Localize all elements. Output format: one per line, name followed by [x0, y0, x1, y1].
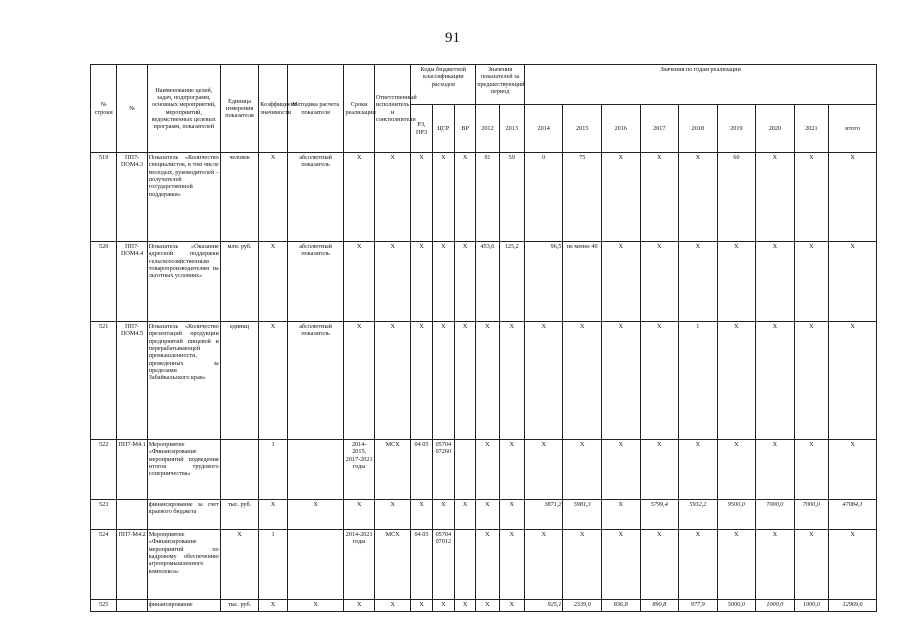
- header-2013: 2013: [499, 105, 524, 153]
- cell-2019: 5000,0: [717, 600, 756, 612]
- header-terms: Сроки реализации: [344, 65, 374, 153]
- cell-vr: X: [454, 600, 475, 612]
- cell-code: [117, 600, 147, 612]
- cell-2019: X: [717, 242, 756, 322]
- cell-method: [287, 530, 344, 600]
- table-row: [91, 440, 877, 500]
- cell-total: X: [829, 153, 877, 242]
- header-csr: ЦСР: [432, 105, 454, 153]
- cell-2017: 890,8: [640, 600, 679, 612]
- cell-method: X: [287, 600, 344, 612]
- cell-total: X: [829, 242, 877, 322]
- cell-2012: X: [476, 500, 499, 530]
- cell-total: 47084,1: [829, 500, 877, 530]
- cell-code: [117, 500, 147, 530]
- cell-2014: X: [524, 530, 563, 600]
- cell-method: абсолютный показатель: [287, 242, 344, 322]
- cell-total: X: [829, 440, 877, 500]
- cell-unit: тыс. руб.: [220, 500, 259, 530]
- cell-2021: X: [794, 153, 828, 242]
- cell-resp: X: [374, 242, 411, 322]
- cell-vr: X: [454, 242, 475, 322]
- cell-2021: X: [794, 530, 828, 600]
- cell-2017: X: [640, 242, 679, 322]
- cell-2013: X: [499, 600, 524, 612]
- cell-2020: X: [756, 530, 795, 600]
- cell-rz: 04 05: [411, 530, 432, 600]
- cell-method: X: [287, 500, 344, 530]
- header-2014: 2014: [524, 105, 563, 153]
- header-2019: 2019: [717, 105, 756, 153]
- cell-2013: X: [499, 440, 524, 500]
- cell-2018: X: [679, 530, 718, 600]
- cell-code: ПП7-ПОМ4.4: [117, 242, 147, 322]
- header-row-no: № строки: [91, 65, 117, 153]
- header-budget-codes: Коды бюджетной классификации расходов: [411, 65, 476, 105]
- cell-2015: 75: [563, 153, 602, 242]
- cell-2020: X: [756, 242, 795, 322]
- cell-vr: X: [454, 153, 475, 242]
- header-coef: Коэффициент значимости: [259, 65, 287, 153]
- cell-2012: 453,6: [476, 242, 499, 322]
- cell-2016: X: [601, 322, 640, 440]
- cell-name: финансирование за счет краевого бюджета: [147, 500, 220, 530]
- cell-row-no: 524: [91, 530, 117, 600]
- cell-row-no: 519: [91, 153, 117, 242]
- cell-2018: X: [679, 440, 718, 500]
- cell-2013: X: [499, 500, 524, 530]
- cell-2016: X: [601, 500, 640, 530]
- table-row: [91, 153, 877, 242]
- cell-2017: X: [640, 530, 679, 600]
- cell-row-no: 525: [91, 600, 117, 612]
- cell-terms: X: [344, 322, 374, 440]
- cell-2014: 96,5: [524, 242, 563, 322]
- cell-2017: 5799,4: [640, 500, 679, 530]
- cell-csr: X: [432, 322, 454, 440]
- table-row: [91, 322, 877, 440]
- cell-2018: 977,9: [679, 600, 718, 612]
- table-row: [91, 600, 877, 612]
- cell-2015: 5981,3: [563, 500, 602, 530]
- cell-rz: X: [411, 500, 432, 530]
- cell-2017: X: [640, 153, 679, 242]
- cell-coef: X: [259, 500, 287, 530]
- cell-2013: 59: [499, 153, 524, 242]
- cell-total: X: [829, 322, 877, 440]
- header-2021: 2021: [794, 105, 828, 153]
- cell-unit: млн. руб.: [220, 242, 259, 322]
- cell-2020: 1000,0: [756, 600, 795, 612]
- table-row: [91, 242, 877, 322]
- cell-resp: X: [374, 500, 411, 530]
- cell-2015: 2339,0: [563, 600, 602, 612]
- header-2020: 2020: [756, 105, 795, 153]
- cell-2020: 7000,0: [756, 500, 795, 530]
- cell-csr: 05704 07012: [432, 530, 454, 600]
- cell-unit: тыс. руб.: [220, 600, 259, 612]
- cell-terms: X: [344, 153, 374, 242]
- cell-name: Показатель «Количество специалистов, в том числе молодых, руководителей – получателей государственной поддержки»: [147, 153, 220, 242]
- cell-2015: X: [563, 440, 602, 500]
- cell-name: Показатель «Оказание адресной поддержки сельскохозяйственным товаропроизводителям на льготных условиях»: [147, 242, 220, 322]
- cell-2013: X: [499, 322, 524, 440]
- header-vr: ВР: [454, 105, 475, 153]
- cell-resp: X: [374, 600, 411, 612]
- cell-csr: 05704 07260: [432, 440, 454, 500]
- cell-total: X: [829, 530, 877, 600]
- cell-row-no: 520: [91, 242, 117, 322]
- header-code: №: [117, 65, 147, 153]
- cell-2013: 125,2: [499, 242, 524, 322]
- cell-name: Показатель «Количество презентаций продукции предприятий пищевой и перерабатывающей промышленности, проведенных за пределами Забайкальского края»: [147, 322, 220, 440]
- cell-2016: X: [601, 530, 640, 600]
- cell-rz: X: [411, 242, 432, 322]
- cell-coef: 1: [259, 440, 287, 500]
- cell-row-no: 521: [91, 322, 117, 440]
- cell-vr: X: [454, 322, 475, 440]
- cell-2012: X: [476, 600, 499, 612]
- cell-2012: X: [476, 322, 499, 440]
- cell-code: ПП7-М4.1: [117, 440, 147, 500]
- header-unit: Единица измерения показателя: [220, 65, 259, 153]
- header-rz: РЗ, ПРЗ: [411, 105, 432, 153]
- header-year-values: Значения по годам реализации: [524, 65, 876, 105]
- cell-2014: 3871,2: [524, 500, 563, 530]
- cell-resp: МСХ: [374, 440, 411, 500]
- cell-csr: X: [432, 153, 454, 242]
- cell-row-no: 523: [91, 500, 117, 530]
- cell-name: Мероприятие «Финансирование мероприятий подведения итогов трудового соперничества»: [147, 440, 220, 500]
- header-total: итого: [829, 105, 877, 153]
- cell-code: ПП7-ПОМ4.5: [117, 322, 147, 440]
- cell-2019: 9500,0: [717, 500, 756, 530]
- cell-vr: [454, 530, 475, 600]
- header-name: Наименование целей, задач, подпрограмм, основных мероприятий, мероприятий, ведомственных целевых программ, показателей: [147, 65, 220, 153]
- cell-vr: X: [454, 500, 475, 530]
- cell-terms: 2014-2015, 2017-2021 годы: [344, 440, 374, 500]
- cell-terms: 2014-2021 годы: [344, 530, 374, 600]
- cell-2017: X: [640, 440, 679, 500]
- cell-2017: X: [640, 322, 679, 440]
- cell-2021: X: [794, 242, 828, 322]
- cell-2016: 836,8: [601, 600, 640, 612]
- cell-2021: 1000,0: [794, 600, 828, 612]
- cell-terms: X: [344, 500, 374, 530]
- cell-2012: X: [476, 530, 499, 600]
- cell-2020: X: [756, 440, 795, 500]
- header-2012: 2012: [476, 105, 499, 153]
- cell-rz: 04 05: [411, 440, 432, 500]
- header-prev-values: Значения показателей за предшествующий период: [476, 65, 525, 105]
- cell-2016: X: [601, 153, 640, 242]
- cell-method: [287, 440, 344, 500]
- cell-2014: X: [524, 440, 563, 500]
- cell-2018: 5932,2: [679, 500, 718, 530]
- cell-2018: X: [679, 153, 718, 242]
- cell-2014: 0: [524, 153, 563, 242]
- cell-csr: X: [432, 600, 454, 612]
- cell-terms: X: [344, 600, 374, 612]
- cell-2021: X: [794, 322, 828, 440]
- cell-2020: X: [756, 153, 795, 242]
- cell-2018: 1: [679, 322, 718, 440]
- header-resp: Ответственный исполнитель и соисполнители: [374, 65, 411, 153]
- cell-csr: X: [432, 500, 454, 530]
- cell-terms: X: [344, 242, 374, 322]
- header-2017: 2017: [640, 105, 679, 153]
- table-row: [91, 530, 877, 600]
- cell-coef: X: [259, 242, 287, 322]
- program-table: [90, 64, 877, 612]
- header-2016: 2016: [601, 105, 640, 153]
- header-2018: 2018: [679, 105, 718, 153]
- cell-method: абсолютный показатель: [287, 153, 344, 242]
- cell-total: 12969,6: [829, 600, 877, 612]
- cell-name: Мероприятие «Финансирование мероприятий по кадровому обеспечению агропромышленного комплекса»: [147, 530, 220, 600]
- cell-unit: [220, 440, 259, 500]
- cell-unit: X: [220, 530, 259, 600]
- cell-2014: 925,1: [524, 600, 563, 612]
- cell-2014: X: [524, 322, 563, 440]
- cell-code: ПП7-М4.2: [117, 530, 147, 600]
- cell-vr: [454, 440, 475, 500]
- cell-resp: X: [374, 322, 411, 440]
- cell-2021: X: [794, 440, 828, 500]
- cell-2019: X: [717, 530, 756, 600]
- cell-2015: X: [563, 530, 602, 600]
- cell-2019: X: [717, 440, 756, 500]
- cell-2016: X: [601, 440, 640, 500]
- table-row: [91, 500, 877, 530]
- header-method: Методика расчета показателя: [287, 65, 344, 153]
- cell-2013: X: [499, 530, 524, 600]
- cell-2015: не менее 40: [563, 242, 602, 322]
- cell-2015: X: [563, 322, 602, 440]
- cell-csr: X: [432, 242, 454, 322]
- cell-coef: X: [259, 322, 287, 440]
- cell-2012: X: [476, 440, 499, 500]
- cell-resp: МСХ: [374, 530, 411, 600]
- cell-2018: X: [679, 242, 718, 322]
- cell-2019: X: [717, 322, 756, 440]
- cell-resp: X: [374, 153, 411, 242]
- cell-coef: X: [259, 600, 287, 612]
- header-2015: 2015: [563, 105, 602, 153]
- cell-row-no: 522: [91, 440, 117, 500]
- cell-rz: X: [411, 322, 432, 440]
- cell-coef: 1: [259, 530, 287, 600]
- cell-unit: человек: [220, 153, 259, 242]
- cell-2020: X: [756, 322, 795, 440]
- cell-2016: X: [601, 242, 640, 322]
- cell-rz: X: [411, 153, 432, 242]
- cell-code: ПП7-ПОМ4.3: [117, 153, 147, 242]
- page-number: 91: [445, 30, 460, 46]
- cell-2019: 60: [717, 153, 756, 242]
- cell-2012: 91: [476, 153, 499, 242]
- cell-rz: X: [411, 600, 432, 612]
- cell-coef: X: [259, 153, 287, 242]
- table-body: [91, 153, 877, 612]
- cell-unit: единиц: [220, 322, 259, 440]
- cell-name: финансирование: [147, 600, 220, 612]
- cell-method: абсолютный показатель: [287, 322, 344, 440]
- cell-2021: 7000,0: [794, 500, 828, 530]
- table-header: [91, 65, 877, 153]
